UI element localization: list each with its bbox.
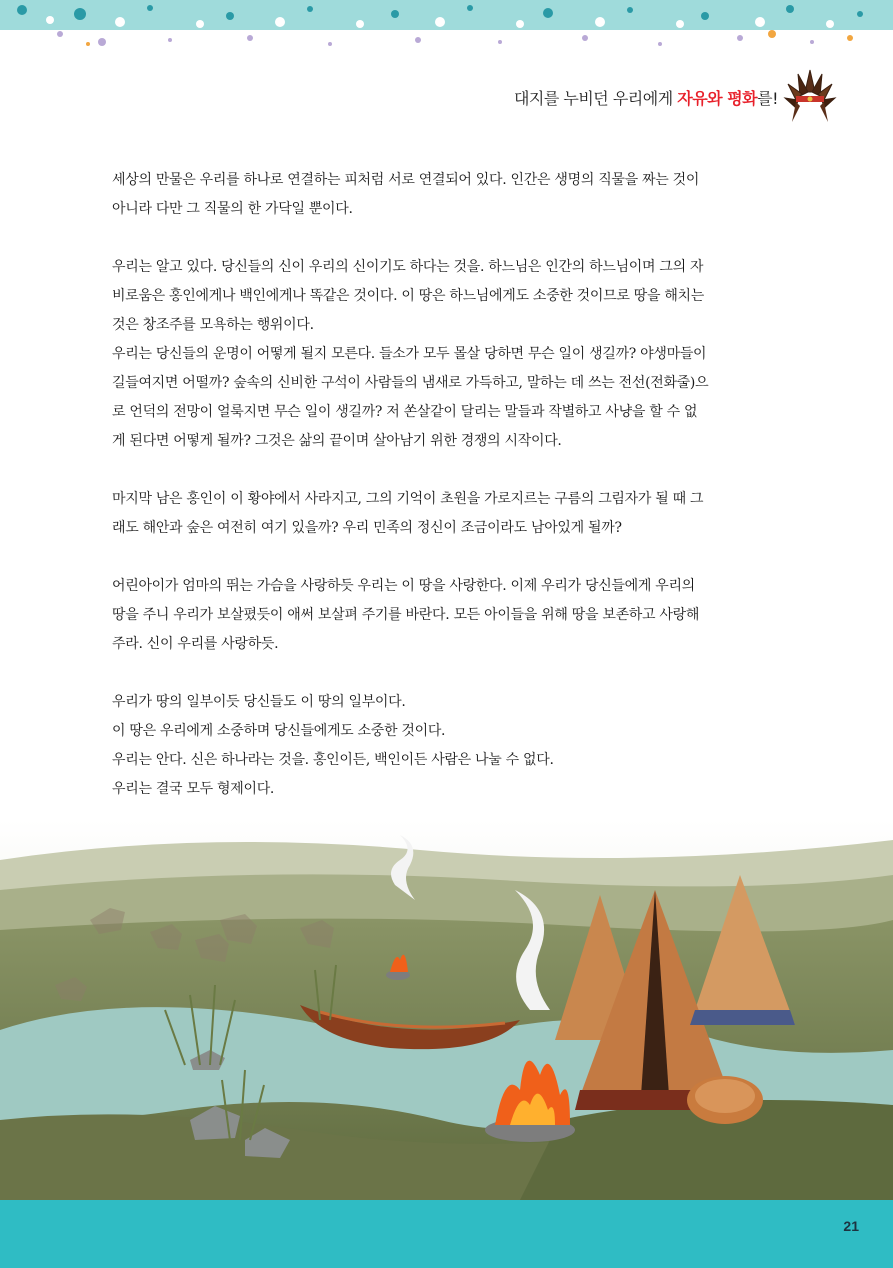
line: 우리는 당신들의 운명이 어떻게 될지 모른다. 들소가 모두 몰살 당하면 무슨 일이 생길까? 야생마들이 (112, 346, 707, 362)
page-number: 21 (843, 1218, 859, 1234)
line: 이 땅은 우리에게 소중하며 당신들에게도 소중한 것이다. (112, 723, 446, 739)
line: 우리는 안다. 신은 하나라는 것을. 홍인이든, 백인이든 사람은 나눌 수 없다. (112, 752, 554, 768)
line: 게 된다면 어떻게 될까? 그것은 삶의 끝이며 살아남기 위한 경쟁의 시작이다. (112, 433, 562, 449)
line: 주라. 신이 우리를 사랑하듯. (112, 636, 279, 652)
line: 아니라 다만 그 직물의 한 가닥일 뿐이다. (112, 201, 353, 217)
slogan-text: 대지를 누비던 우리에게 (513, 89, 678, 108)
paragraph-5 (112, 572, 812, 659)
line: 비로움은 홍인에게나 백인에게나 똑같은 것이다. 이 땅은 하느님에게도 소중한 것이므로 땅을 해치는 (112, 288, 704, 304)
line: 우리가 땅의 일부이듯 당신들도 이 땅의 일부이다. (112, 694, 406, 710)
dot-pattern-decoration (0, 0, 893, 60)
slogan-highlight: 자유와 평화 (677, 89, 758, 108)
paragraph-3 (112, 340, 812, 456)
slogan-suffix: 를! (757, 89, 778, 108)
paragraph-1 (112, 166, 812, 224)
body-text (112, 166, 812, 804)
drum (687, 1076, 763, 1124)
line: 길들여지면 어떨까? 숲속의 신비한 구석이 사람들의 냄새로 가득하고, 말하는 데 쓰는 전선(전화줄)으 (112, 375, 709, 391)
paragraph-4 (112, 485, 812, 543)
line: 마지막 남은 홍인이 이 황야에서 사라지고, 그의 기억이 초원을 가로지르는 구름의 그림자가 될 때 그 (112, 491, 704, 507)
line: 우리는 알고 있다. 당신들의 신이 우리의 신이기도 하다는 것을. 하느님은 인간의 하느님이며 그의 자 (112, 259, 704, 275)
footer-bar (0, 1200, 893, 1268)
paragraph-6 (112, 688, 812, 804)
line: 것은 창조주를 모욕하는 행위이다. (112, 317, 314, 333)
header-slogan (514, 86, 778, 109)
line: 땅을 주니 우리가 보살폈듯이 애써 보살펴 주기를 바란다. 모든 아이들을 위해 땅을 보존하고 사랑해 (112, 607, 700, 623)
line: 로 언덕의 전망이 얼룩지면 무슨 일이 생길까? 저 쏜살같이 달리는 말들과 작별하고 사냥을 할 수 없 (112, 404, 698, 420)
line: 우리는 결국 모두 형제이다. (112, 781, 275, 797)
native-headdress-icon (782, 66, 838, 126)
line: 세상의 만물은 우리를 하나로 연결하는 피처럼 서로 연결되어 있다. 인간은 생명의 직물을 짜는 것이 (112, 172, 700, 188)
landscape-illustration (0, 820, 893, 1200)
line: 래도 해안과 숲은 여전히 여기 있을까? 우리 민족의 정신이 조금이라도 남아있게 될까? (112, 520, 622, 536)
line: 어린아이가 엄마의 뛰는 가슴을 사랑하듯 우리는 이 땅을 사랑한다. 이제 우리가 당신들에게 우리의 (112, 578, 695, 594)
paragraph-2 (112, 253, 812, 340)
